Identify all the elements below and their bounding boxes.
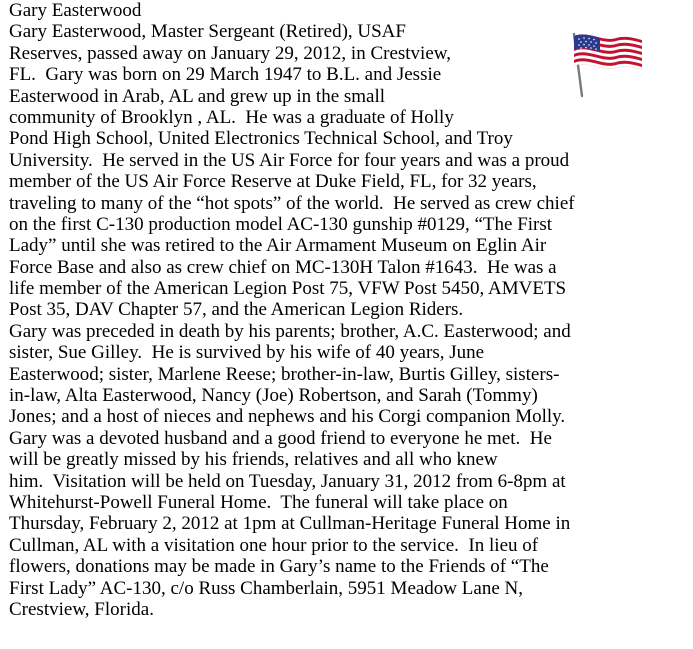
us-flag-icon xyxy=(568,30,646,98)
obituary-line: Lady” until she was retired to the Air Armament Museum on Eglin Air xyxy=(9,235,547,257)
obituary-line: Pond High School, United Electronics Technical School, and Troy xyxy=(9,128,513,150)
obituary-line: Whitehurst-Powell Funeral Home. The funeral will take place on xyxy=(9,491,508,513)
obituary-line: Post 35, DAV Chapter 57, and the American Legion Riders. xyxy=(9,299,464,321)
obituary-line: Easterwood in Arab, AL and grew up in the small xyxy=(9,85,386,107)
obituary-line: Gary was preceded in death by his parents; brother, A.C. Easterwood; and xyxy=(9,320,571,342)
obituary-line: Reserves, passed away on January 29, 2012, in Crestview, xyxy=(9,42,452,64)
obituary-line: on the first C-130 production model AC-130 gunship #0129, “The First xyxy=(9,213,553,235)
obituary-line: Crestview, Florida. xyxy=(9,598,154,620)
obituary-line: FL. Gary was born on 29 March 1947 to B.L. and Jessie xyxy=(9,64,442,86)
obituary-line: in-law, Alta Easterwood, Nancy (Joe) Robertson, and Sarah (Tommy) xyxy=(9,385,538,407)
obituary-line: First Lady” AC-130, c/o Russ Chamberlain, 5951 Meadow Lane N, xyxy=(9,577,523,599)
obituary-line: community of Brooklyn , AL. He was a graduate of Holly xyxy=(9,106,454,128)
obituary-line: Gary was a devoted husband and a good friend to everyone he met. He xyxy=(9,427,552,449)
obituary-line: traveling to many of the “hot spots” of the world. He served as crew chief xyxy=(9,192,575,214)
obituary-line: Gary Easterwood, Master Sergeant (Retired), USAF xyxy=(9,21,406,43)
obituary-line: him. Visitation will be held on Tuesday, January 31, 2012 from 6-8pm at xyxy=(9,470,566,492)
obituary-line: Thursday, February 2, 2012 at 1pm at Cullman-Heritage Funeral Home in xyxy=(9,513,571,535)
obituary-line: Cullman, AL with a visitation one hour prior to the service. In lieu of xyxy=(9,534,539,556)
obituary-line: life member of the American Legion Post 75, VFW Post 5450, AMVETS xyxy=(9,278,567,300)
obituary-line: will be greatly missed by his friends, relatives and all who knew xyxy=(9,449,498,471)
obituary-line: University. He served in the US Air Force for four years and was a proud xyxy=(9,149,570,171)
obituary-line: Jones; and a host of nieces and nephews and his Corgi companion Molly. xyxy=(9,406,566,428)
obituary-line: Easterwood; sister, Marlene Reese; brother-in-law, Burtis Gilley, sisters- xyxy=(9,363,560,385)
obituary-line: member of the US Air Force Reserve at Duke Field, FL, for 32 years, xyxy=(9,171,537,193)
obituary-line: Force Base and also as crew chief on MC-130H Talon #1643. He was a xyxy=(9,256,557,278)
obituary-title: Gary Easterwood xyxy=(9,0,142,21)
obituary-line: sister, Sue Gilley. He is survived by his wife of 40 years, June xyxy=(9,342,485,364)
obituary-line: flowers, donations may be made in Gary’s name to the Friends of “The xyxy=(9,556,549,578)
